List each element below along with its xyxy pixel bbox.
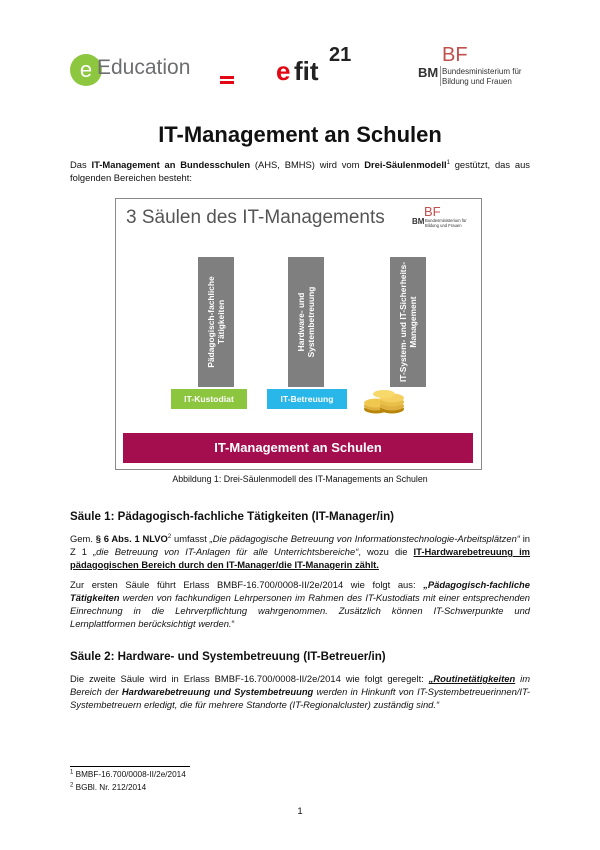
austria-flag-icon <box>220 76 234 84</box>
intro-text-1: Das <box>70 159 92 170</box>
efit21-logo <box>276 44 366 94</box>
figure-logo-bf: BF <box>424 204 441 219</box>
s2p1-italic-2: werden in Hinkunft von IT-Systembetreuerinnen/IT-Systembetreuern erledigt, die für mehrere Standorte (IT-Regionalcluster) zuständig sind.“ <box>70 686 530 710</box>
s1p1-text-1: Gem. <box>70 533 96 544</box>
figure-base-bar: IT-Management an Schulen <box>123 433 473 463</box>
eeducation-logo <box>70 52 230 92</box>
s1p2-text-1: Zur ersten Säule führt Erlass BMBF-16.700/0008-II/2e/2014 wie folgt aus: <box>70 579 424 590</box>
footnote-2-number: 2 <box>70 782 74 789</box>
footnote-ref-1[interactable]: 1 <box>446 159 450 166</box>
s1p1-italic-2: „die Betreuung von IT-Anlagen für alle Unterrichtsbereiche“ <box>93 546 359 557</box>
pillar-2-label: IT-Betreuung <box>267 389 347 409</box>
intro-text-3: gestützt, das aus folgenden Bereichen besteht: <box>70 159 530 183</box>
section-2-heading: Säule 2: Hardware- und Systembetreuung (IT-Betreuer/in) <box>70 650 386 663</box>
s1p1-bold-1: § 6 Abs. 1 NLVO <box>95 533 168 544</box>
figure-logo-bm: BM <box>412 217 425 226</box>
s1p2-italic: werden von fachkundigen Lehrpersonen im Rahmen des IT-Kustodiats mit einer entsprechenden Einrechnung in die Lehrverpflichtung wahrgenommen. Zusätzlich können IT-Schwerpunkte und Lernplattformen berücksichtigt werden. <box>70 592 530 629</box>
eeducation-logo-mark: e <box>70 54 102 86</box>
pillar-2 <box>288 257 324 387</box>
efit21-logo-e: e <box>276 56 291 86</box>
section-2-paragraph-1 <box>70 672 530 711</box>
section-1-paragraph-2 <box>70 578 530 630</box>
pillar-1-text: Pädagogisch-fachliche Tätigkeiten <box>206 276 226 368</box>
s1p1-italic-1: „Die pädagogische Betreuung von Informationstechnologie-Arbeitsplätzen“ <box>209 533 520 544</box>
footnote-2 <box>70 783 146 792</box>
figure-logo-line2: Bildung und Frauen <box>425 223 462 228</box>
s1p1-text-4: , wozu die <box>358 546 414 557</box>
efit21-logo-number: 21 <box>329 44 352 66</box>
bmbf-logo-bm: BM <box>418 65 439 80</box>
footnote-ref-2[interactable]: 2 <box>167 533 172 540</box>
figure-bmbf-logo <box>412 206 472 234</box>
section-1-heading: Säule 1: Pädagogisch-fachliche Tätigkeiten (IT-Manager/in) <box>70 510 395 523</box>
s2p1-italic-1: im Bereich der <box>70 673 530 697</box>
figure-caption: Abbildung 1: Drei-Säulenmodell des IT-Managements an Schulen <box>172 474 428 484</box>
eeducation-logo-text: Education <box>97 56 191 79</box>
footnote-separator <box>70 766 190 767</box>
bmbf-logo <box>418 44 538 90</box>
footnote-1 <box>70 770 186 779</box>
bmbf-logo-bf: BF <box>442 44 468 66</box>
s2p1-bold-italic: Hardwarebetreuung und Systembetreuung <box>121 686 314 697</box>
s2p1-text-1: Die zweite Säule wird in Erlass BMBF-16.700/0008-II/2e/2014 wie folgt geregelt: <box>70 673 429 684</box>
pillar-3-text: IT-System- und IT-Sicherheits-Management <box>398 261 418 383</box>
coins-icon <box>362 385 406 415</box>
page-number: 1 <box>297 806 303 817</box>
page-title: IT-Management an Schulen <box>158 122 442 147</box>
bmbf-logo-line1: Bundesministerium für <box>442 67 522 76</box>
s1p2-bold-italic: „Pädagogisch-fachliche Tätigkeiten <box>70 579 530 603</box>
bmbf-logo-divider <box>440 66 441 86</box>
pillar-3 <box>390 257 426 387</box>
figure-title: 3 Säulen des IT-Managements <box>126 207 385 228</box>
s1p2-text-2: “ <box>231 618 235 629</box>
footnote-1-number: 1 <box>70 769 74 776</box>
intro-bold-2: Drei-Säulenmodell <box>364 159 447 170</box>
three-pillar-figure <box>115 198 482 470</box>
section-1-paragraph-1 <box>70 532 530 571</box>
footnote-2-text: BGBl. Nr. 212/2014 <box>73 783 147 792</box>
intro-bold-1: IT-Management an Bundesschulen <box>91 159 251 170</box>
s2p1-bold-italic-underline: „Routinetätigkeiten <box>428 673 516 684</box>
efit21-logo-fit: fit <box>294 56 319 86</box>
pillar-1-label: IT-Kustodiat <box>171 389 247 409</box>
pillar-1 <box>198 257 234 387</box>
pillar-2-text: Hardware- und Systembetreuung <box>296 286 316 358</box>
footnote-1-text: BMBF-16.700/0008-II/2e/2014 <box>73 770 186 779</box>
figure-logo-line1: Bundesministerium für <box>425 218 467 223</box>
s1p1-bold-underline: IT-Hardwarebetreuung im pädagogischen Bereich durch den IT-Manager/die IT-Managerin zählt. <box>70 546 531 570</box>
s1p1-text-2: umfasst <box>171 533 210 544</box>
intro-text-2: (AHS, BMHS) wird vom <box>250 159 365 170</box>
intro-paragraph <box>70 158 530 184</box>
s1p1-text-3: in Z 1 <box>70 533 530 557</box>
bmbf-logo-line2: Bildung und Frauen <box>442 77 512 86</box>
